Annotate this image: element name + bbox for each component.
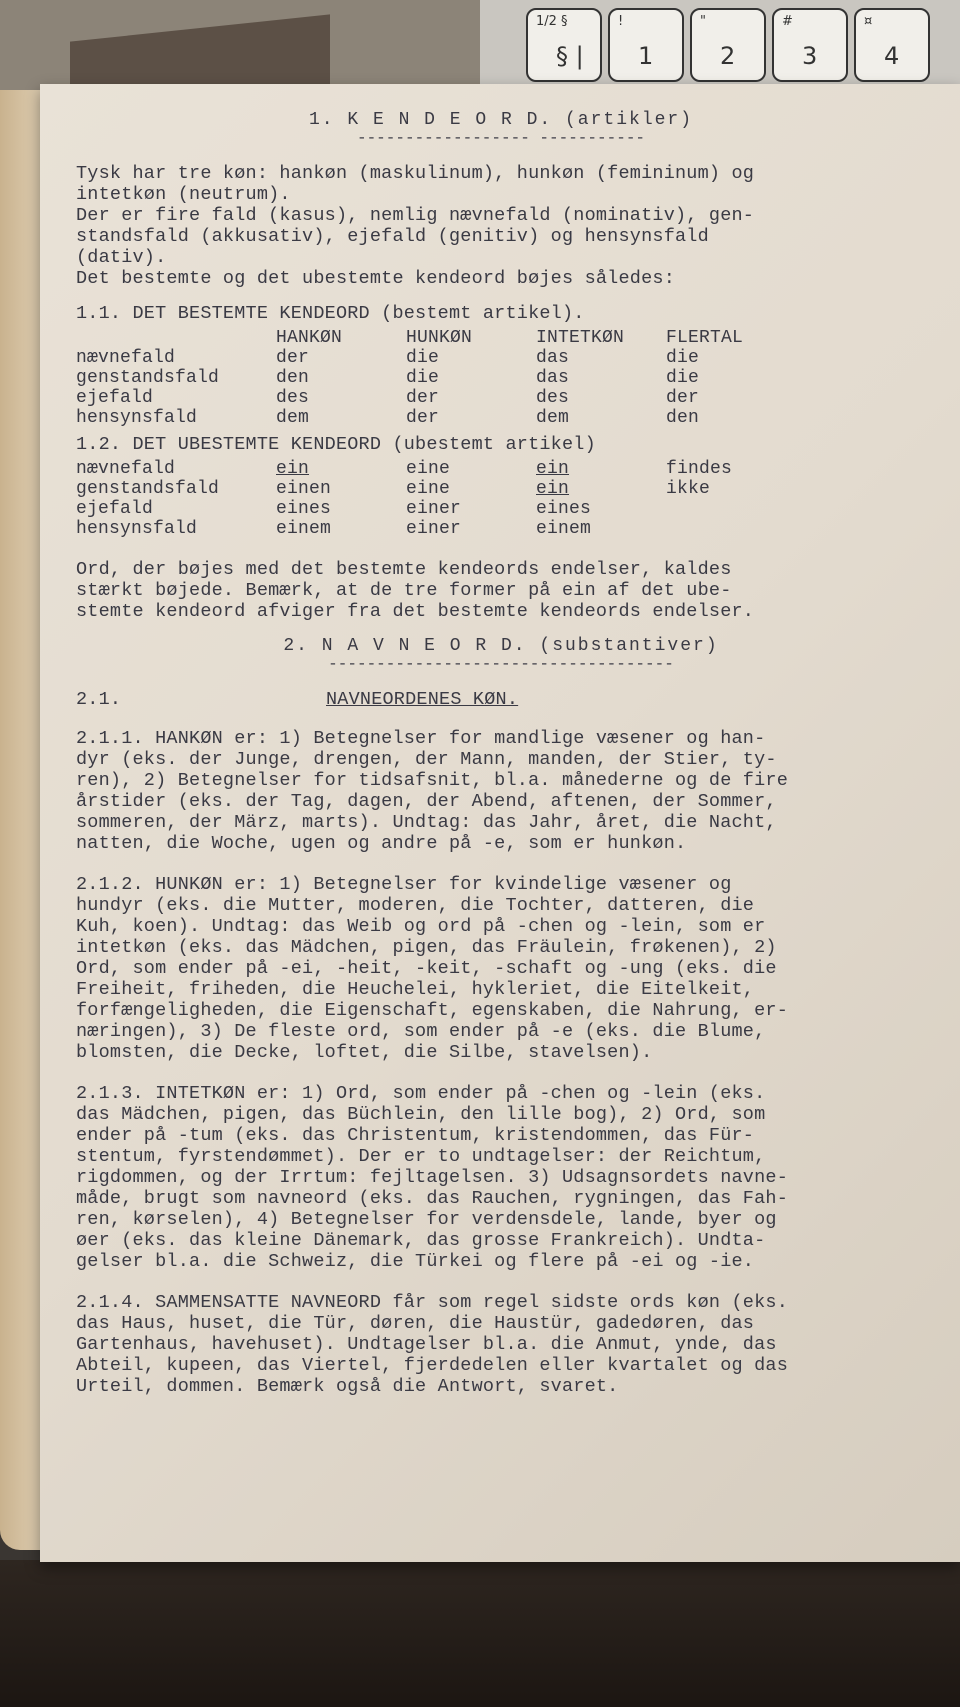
cell: die: [666, 348, 700, 368]
cell: dem: [536, 408, 570, 428]
case-cell: genstandsfald: [76, 479, 220, 499]
text-line: gelser bl.a. die Schweiz, die Türkei og flere på -ei og -ie.: [76, 1251, 755, 1272]
text-line: 2.1.2. HUNKØN er: 1) Betegnelser for kvindelige væsener og: [76, 874, 732, 895]
text-line: rigdommen, og der Irrtum: fejltagelsen. 3) Udsagnsordets navne-: [76, 1167, 789, 1188]
cell: das: [536, 348, 570, 368]
text-line: Abteil, kupeen, das Viertel, fjerdedelen eller kvartalet og das: [76, 1355, 789, 1376]
paragraph-2-1-3: [76, 1083, 926, 1272]
cell: einem: [276, 519, 332, 539]
text-line: Det bestemte og det ubestemte kendeord bøjes således:: [76, 268, 675, 289]
text-line: Der er fire fald (kasus), nemlig nævnefald (nominativ), gen-: [76, 205, 755, 226]
cell: der: [406, 408, 440, 428]
cell: die: [666, 368, 700, 388]
definite-article-title: 1.1. DET BESTEMTE KENDEORD (bestemt artikel).: [76, 303, 585, 324]
cell: einer: [406, 519, 462, 539]
case-cell: nævnefald: [76, 348, 176, 368]
text-line: forfængeligheden, die Eigenschaft, egenskaben, die Nahrung, er-: [76, 1000, 789, 1021]
definite-article-table: [76, 328, 796, 428]
cell: eines: [536, 499, 592, 519]
key-top-label: ¤: [864, 14, 873, 29]
header-feminine: HUNKØN: [406, 328, 473, 348]
table-row: [76, 499, 796, 519]
case-cell: ejefald: [76, 499, 154, 519]
section-1-heading: 1. K E N D E O R D. (artikler): [308, 110, 694, 130]
keyboard-key: [854, 8, 930, 82]
text-line: Ord, der bøjes med det bestemte kendeords endelser, kaldes: [76, 559, 732, 580]
section-2-heading: 2. N A V N E O R D. (substantiver): [283, 636, 719, 656]
text-line: næringen), 3) De fleste ord, som ender på -e (eks. die Blume,: [76, 1021, 766, 1042]
text-line: standsfald (akkusativ), ejefald (genitiv) og hensynsfald: [76, 226, 709, 247]
table-row: [76, 408, 796, 428]
paragraph-2-1-1: [76, 728, 926, 854]
header-neuter: INTETKØN: [536, 328, 625, 348]
key-bottom-label: § |: [556, 42, 584, 70]
table-row: [76, 388, 796, 408]
cell: [666, 499, 796, 519]
cell: den: [666, 408, 700, 428]
key-bottom-label: 1: [638, 42, 654, 70]
keyboard-key: [690, 8, 766, 82]
cell: ein: [276, 459, 310, 479]
cell: [666, 519, 796, 539]
table-row: [76, 459, 796, 479]
text-line: hundyr (eks. die Mutter, moderen, die Tochter, datteren, die: [76, 895, 755, 916]
page-content: [76, 110, 926, 1397]
document-page: [40, 84, 960, 1562]
case-cell: hensynsfald: [76, 408, 198, 428]
key-bottom-label: 2: [720, 42, 736, 70]
table-row: [76, 519, 796, 539]
cell: des: [276, 388, 310, 408]
keyboard: [480, 0, 960, 88]
text-line: 2.1.3. INTETKØN er: 1) Ord, som ender på -chen og -lein (eks.: [76, 1083, 766, 1104]
text-line: Kuh, koen). Undtag: das Weib og ord på -chen og -lein, som er: [76, 916, 766, 937]
subsection-heading: [76, 689, 926, 710]
section-1-underline: ------------------ -----------: [356, 131, 646, 145]
key-top-label: 1/2 §: [536, 14, 568, 29]
text-line: stærkt bøjede. Bemærk, at de tre former på ein af det ube-: [76, 580, 732, 601]
text-line: Tysk har tre køn: hankøn (maskulinum), hunkøn (femininum) og: [76, 163, 755, 184]
text-line: natten, die Woche, ugen og andre på -e, som er hunkøn.: [76, 833, 687, 854]
subsection-title: NAVNEORDENES KØN.: [326, 689, 519, 710]
subsection-number: 2.1.: [76, 689, 122, 710]
cell: eine: [406, 459, 451, 479]
text-line: das Mädchen, pigen, das Büchlein, den lille bog), 2) Ord, som: [76, 1104, 766, 1125]
text-line: måde, brugt som navneord (eks. das Rauchen, rygningen, das Fah-: [76, 1188, 789, 1209]
cell: ein: [536, 479, 570, 499]
text-line: ren), 2) Betegnelser for tidsafsnit, bl.a. månederne og de fire: [76, 770, 789, 791]
cell: eine: [406, 479, 451, 499]
cell: der: [276, 348, 310, 368]
text-line: 2.1.1. HANKØN er: 1) Betegnelser for mandlige væsener og han-: [76, 728, 766, 749]
text-line: stentum, fyrstendømmet). Der er to undtagelser: der Reichtum,: [76, 1146, 766, 1167]
case-cell: genstandsfald: [76, 368, 220, 388]
text-line: øer (eks. das kleine Dänemark, das grosse Frankreich). Undta-: [76, 1230, 766, 1251]
text-line: dyr (eks. der Junge, drengen, der Mann, manden, der Stier, ty-: [76, 749, 777, 770]
keyboard-key: [772, 8, 848, 82]
table-row: [76, 479, 796, 499]
key-top-label: ": [700, 14, 706, 29]
section-2-underline: ------------------------------------: [328, 657, 674, 671]
indefinite-article-table: [76, 459, 796, 539]
key-bottom-label: 4: [884, 42, 900, 70]
case-cell: ejefald: [76, 388, 154, 408]
cell: ikke: [666, 479, 711, 499]
cell: findes: [666, 459, 733, 479]
cell: einem: [536, 519, 592, 539]
desk-surface: [0, 1560, 960, 1707]
text-line: intetkøn (eks. das Mädchen, pigen, das Fräulein, frøkenen), 2): [76, 937, 777, 958]
text-line: Gartenhaus, havehuset). Undtagelser bl.a. die Anmut, ynde, das: [76, 1334, 777, 1355]
case-cell: hensynsfald: [76, 519, 198, 539]
cell: des: [536, 388, 570, 408]
key-top-label: !: [618, 14, 624, 29]
section-1-intro: [76, 163, 926, 289]
text-line: ren, kørselen), 4) Betegnelser for verdensdele, lande, byer og: [76, 1209, 777, 1230]
cell: dem: [276, 408, 310, 428]
cell: den: [276, 368, 310, 388]
text-line: 2.1.4. SAMMENSATTE NAVNEORD får som regel sidste ords køn (eks.: [76, 1292, 789, 1313]
text-line: sommeren, der März, marts). Undtag: das Jahr, året, die Nacht,: [76, 812, 777, 833]
cell: die: [406, 348, 440, 368]
section-1-outro: [76, 559, 926, 622]
cell: der: [666, 388, 700, 408]
text-line: årstider (eks. der Tag, dagen, der Abend, aftenen, der Sommer,: [76, 791, 777, 812]
cell: ein: [536, 459, 570, 479]
table-header-row: [76, 328, 796, 348]
keyboard-key: [608, 8, 684, 82]
text-line: ender på -tum (eks. das Christentum, kristendommen, das Für-: [76, 1125, 755, 1146]
text-line: Ord, som ender på -ei, -heit, -keit, -schaft og -ung (eks. die: [76, 958, 777, 979]
indefinite-article-title: 1.2. DET UBESTEMTE KENDEORD (ubestemt artikel): [76, 434, 596, 455]
cell: der: [406, 388, 440, 408]
cell: einer: [406, 499, 462, 519]
text-line: intetkøn (neutrum).: [76, 184, 291, 205]
text-line: stemte kendeord afviger fra det bestemte kendeords endelser.: [76, 601, 755, 622]
paragraph-2-1-2: [76, 874, 926, 1063]
cell: das: [536, 368, 570, 388]
text-line: Urteil, dommen. Bemærk også die Antwort, svaret.: [76, 1376, 619, 1397]
cell: die: [406, 368, 440, 388]
table-row: [76, 368, 796, 388]
text-line: blomsten, die Decke, loftet, die Silbe, stavelsen).: [76, 1042, 653, 1063]
paragraph-2-1-4: [76, 1292, 926, 1397]
text-line: (dativ).: [76, 247, 167, 268]
cell: einen: [276, 479, 332, 499]
case-cell: nævnefald: [76, 459, 176, 479]
key-bottom-label: 3: [802, 42, 818, 70]
keyboard-key: [526, 8, 602, 82]
text-line: das Haus, huset, die Tür, døren, die Haustür, gadedøren, das: [76, 1313, 755, 1334]
header-plural: FLERTAL: [666, 328, 744, 348]
table-row: [76, 348, 796, 368]
key-top-label: #: [782, 14, 793, 29]
cell: eines: [276, 499, 332, 519]
text-line: Freiheit, friheden, die Heuchelei, hykleriet, die Eitelkeit,: [76, 979, 755, 1000]
header-masculine: HANKØN: [276, 328, 343, 348]
